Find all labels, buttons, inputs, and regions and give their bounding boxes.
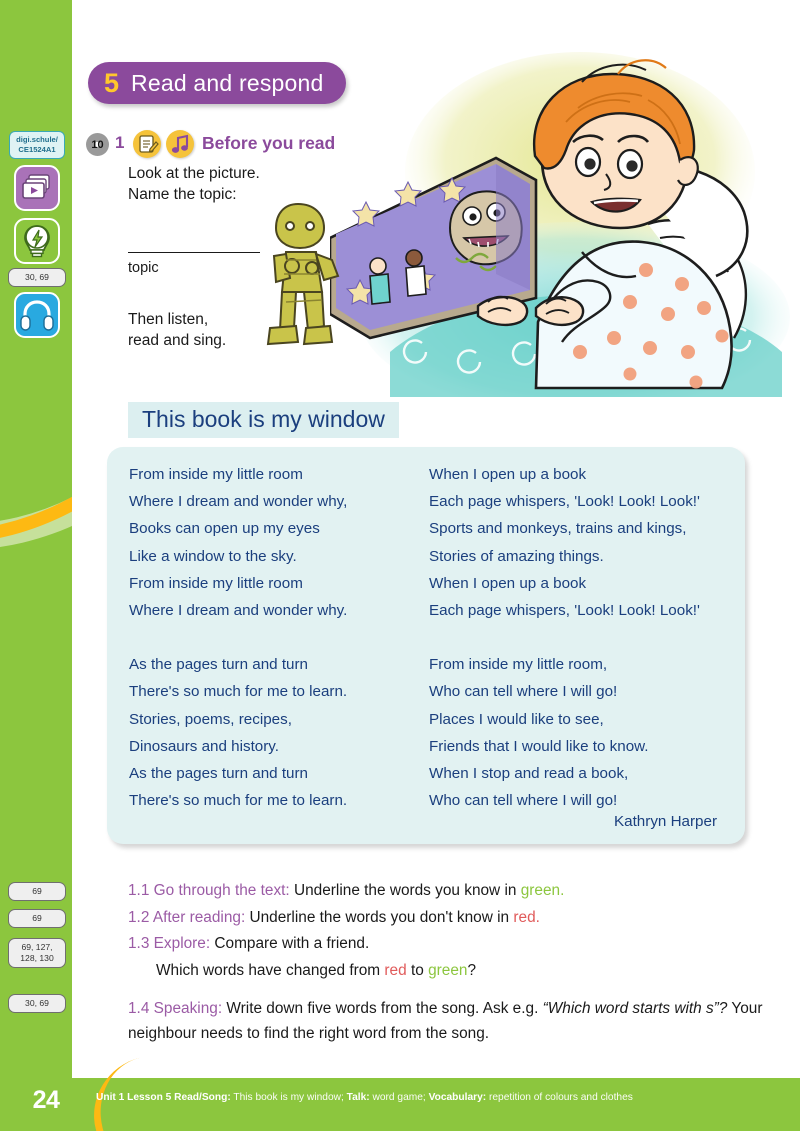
lesson-title: Read and respond bbox=[131, 69, 324, 96]
lightbulb-idea-icon[interactable] bbox=[14, 218, 60, 264]
footer-summary bbox=[96, 1091, 776, 1105]
lesson-number: 5 bbox=[104, 67, 120, 98]
lyric-line: As the pages turn and turn bbox=[129, 765, 308, 783]
digi-schule-code-line2: CE1524A1 bbox=[18, 144, 56, 154]
lyrics-stanza bbox=[129, 461, 421, 624]
task-1-3-question-mark: ? bbox=[467, 961, 477, 979]
footer-unit-label: Unit 1 Lesson 5 Read/Song: bbox=[96, 1092, 231, 1103]
lyric-line: Sports and monkeys, trains and kings, bbox=[429, 520, 687, 538]
exercise-title: Before you read bbox=[202, 133, 336, 153]
task-1-1-period: . bbox=[560, 882, 565, 899]
task-1-2-label: 1.2 After reading: bbox=[128, 908, 246, 926]
page-reference-1[interactable]: 69 bbox=[8, 882, 66, 901]
task-1-3 bbox=[128, 931, 788, 984]
lyric-line: There's so much for me to learn. bbox=[129, 792, 348, 810]
lyrics-stanza bbox=[429, 651, 721, 814]
task-1-3-red-word: red bbox=[384, 961, 407, 979]
task-1-4-label: 1.4 Speaking: bbox=[128, 1000, 223, 1017]
music-note-icon bbox=[166, 130, 194, 158]
illustration-boy-reading-book bbox=[330, 52, 800, 397]
page-reference-3-line1: 69, 127, bbox=[21, 942, 53, 952]
task-list bbox=[128, 878, 788, 1046]
illustration-robot-figure bbox=[240, 196, 360, 356]
page-reference-4[interactable]: 30, 69 bbox=[8, 994, 66, 1013]
instruction-then-listen bbox=[128, 309, 226, 351]
instruction-line-2: Name the topic: bbox=[128, 186, 237, 203]
task-1-1-label: 1.1 Go through the text: bbox=[128, 882, 290, 899]
lyric-line: Who can tell where I will go! bbox=[429, 683, 618, 701]
song-lyrics-box bbox=[107, 447, 745, 844]
headphones-icon[interactable] bbox=[14, 292, 60, 338]
lyric-line: When I open up a book bbox=[429, 466, 587, 483]
lyric-line: When I stop and read a book, bbox=[429, 765, 629, 783]
task-1-4-quote: “Which word starts with s”? bbox=[542, 1000, 728, 1017]
instruction-line-4: read and sing. bbox=[128, 332, 227, 349]
digi-schule-code[interactable] bbox=[9, 131, 65, 159]
task-1-2-period: . bbox=[535, 908, 540, 926]
write-icon bbox=[133, 130, 161, 158]
footer-talk-text: word game; bbox=[372, 1092, 426, 1103]
lyric-line: From inside my little room bbox=[129, 574, 303, 592]
lyric-line: From inside my little room, bbox=[429, 656, 608, 674]
answer-blank-label: topic bbox=[128, 260, 159, 276]
task-1-3-subline-a: Which words have changed from bbox=[156, 961, 381, 979]
answer-blank-line[interactable] bbox=[128, 252, 260, 253]
task-1-2 bbox=[128, 905, 788, 932]
song-author: Kathryn Harper bbox=[614, 813, 717, 830]
page-reference-3[interactable] bbox=[8, 938, 66, 968]
lyrics-column-left bbox=[129, 461, 421, 814]
audio-track-badge: 10 bbox=[86, 133, 109, 156]
lyric-line: Each page whispers, 'Look! Look! Look!' bbox=[429, 493, 700, 511]
lyrics-stanza bbox=[129, 651, 421, 814]
lyrics-column-right bbox=[429, 461, 721, 814]
lyric-line: Stories, poems, recipes, bbox=[129, 710, 292, 728]
lyric-line: Friends that I would like to know. bbox=[429, 737, 649, 755]
lyric-line: When I open up a book bbox=[429, 574, 587, 592]
task-1-2-red-word: red bbox=[513, 908, 536, 926]
instruction-line-3: Then listen, bbox=[128, 311, 209, 328]
lyrics-stanza bbox=[429, 461, 721, 624]
task-1-3-green-word: green bbox=[428, 961, 468, 979]
lyric-line: Who can tell where I will go! bbox=[429, 792, 618, 810]
lyric-line: There's so much for me to learn. bbox=[129, 683, 348, 701]
footer-vocab-label: Vocabulary: bbox=[428, 1092, 487, 1103]
task-1-3-subline-b: to bbox=[410, 961, 424, 979]
task-1-4-text-a: Write down five words from the song. Ask e.g. bbox=[226, 1000, 539, 1017]
instruction-line-1: Look at the picture. bbox=[128, 165, 260, 182]
task-1-1 bbox=[128, 878, 788, 905]
video-slides-icon[interactable] bbox=[14, 165, 60, 211]
footer-song-ref: This book is my window; bbox=[233, 1092, 344, 1103]
task-1-3-text: Compare with a friend. bbox=[214, 935, 370, 952]
lyric-line: Each page whispers, 'Look! Look! Look!' bbox=[429, 602, 700, 620]
lyric-line: Where I dream and wonder why, bbox=[129, 493, 348, 511]
page-reference-top[interactable]: 30, 69 bbox=[8, 268, 66, 287]
page-number: 24 bbox=[32, 1086, 60, 1114]
song-title: This book is my window bbox=[128, 402, 399, 438]
lyric-line: Like a window to the sky. bbox=[129, 547, 297, 565]
lesson-banner bbox=[88, 62, 346, 104]
task-1-3-label: 1.3 Explore: bbox=[128, 935, 211, 952]
task-1-3-subline bbox=[128, 958, 788, 985]
task-1-2-text: Underline the words you don't know in bbox=[249, 908, 510, 926]
lyric-line: Dinosaurs and history. bbox=[129, 737, 279, 755]
task-1-1-text: Underline the words you know in bbox=[294, 882, 517, 899]
lyric-line: Stories of amazing things. bbox=[429, 547, 604, 565]
exercise-number: 1 bbox=[115, 133, 125, 152]
instruction-look-at-picture bbox=[128, 163, 260, 205]
lyric-line: Where I dream and wonder why. bbox=[129, 602, 348, 620]
page-reference-2[interactable]: 69 bbox=[8, 909, 66, 928]
lyric-line: From inside my little room bbox=[129, 466, 303, 483]
lyric-line: Places I would like to see, bbox=[429, 710, 604, 728]
digi-schule-code-line1: digi.schule/ bbox=[16, 135, 58, 144]
lyric-line: As the pages turn and turn bbox=[129, 656, 308, 674]
task-1-1-green-word: green bbox=[520, 882, 561, 899]
lyric-line: Books can open up my eyes bbox=[129, 520, 320, 538]
task-1-4-text-b: Your neighbour needs to find the right word from the song. bbox=[128, 1000, 763, 1042]
footer-vocab-text: repetition of colours and clothes bbox=[489, 1092, 633, 1103]
page-reference-3-line2: 128, 130 bbox=[20, 953, 54, 963]
task-1-4 bbox=[128, 996, 788, 1046]
footer-talk-label: Talk: bbox=[346, 1092, 370, 1103]
